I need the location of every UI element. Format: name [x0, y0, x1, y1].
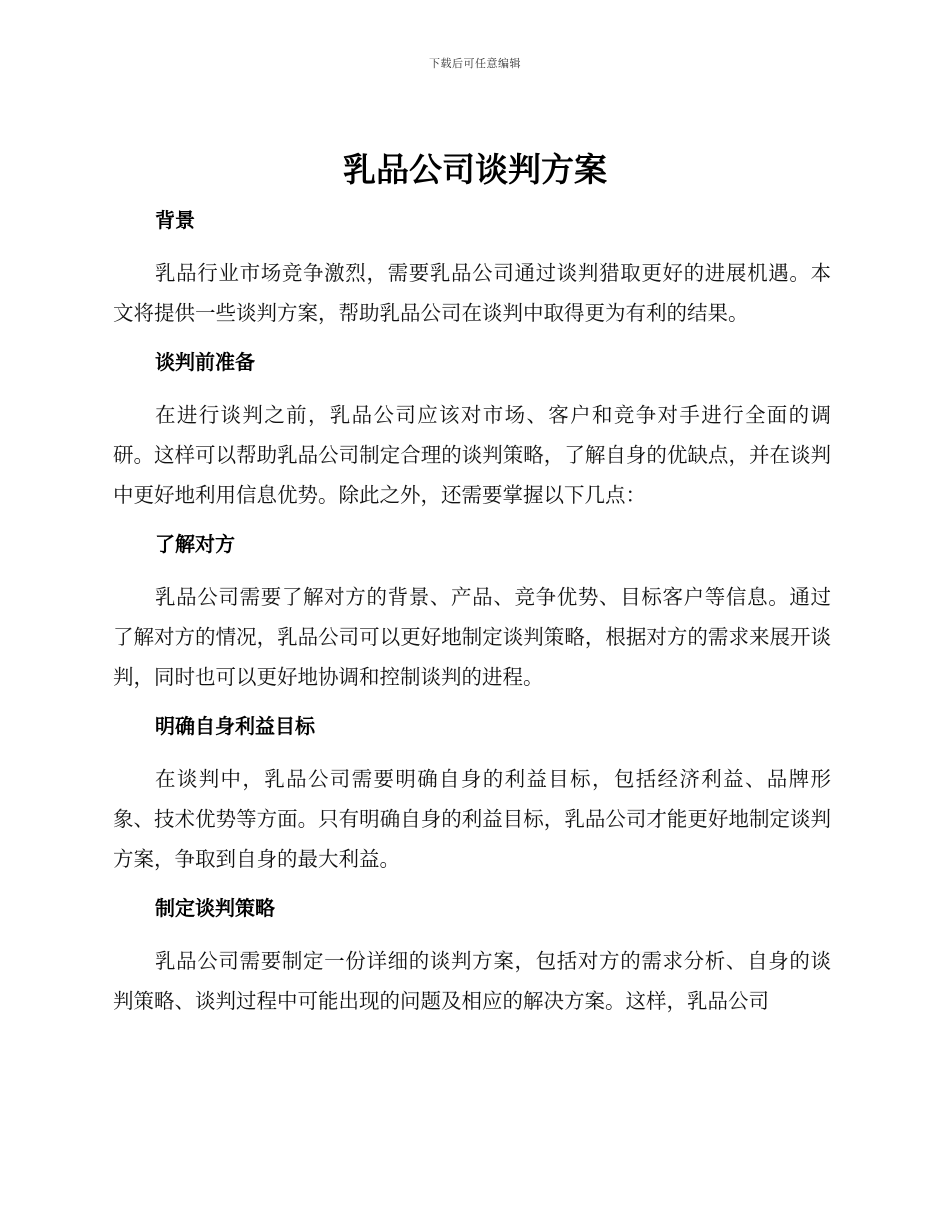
- section-paragraph-preparation: 在进行谈判之前，乳品公司应该对市场、客户和竞争对手进行全面的调研。这样可以帮助乳品公司制定合理的谈判策略，了解自身的优缺点，并在谈判中更好地利用信息优势。除此之外，还需要掌握以下几点：: [113, 403, 831, 507]
- section-heading-strategy: 制定谈判策略: [155, 896, 275, 920]
- section-paragraph-know-counterpart: 乳品公司需要了解对方的背景、产品、竞争优势、目标客户等信息。通过了解对方的情况，乳品公司可以更好地制定谈判策略，根据对方的需求来展开谈判，同时也可以更好地协调和控制谈判的进程。: [113, 585, 831, 689]
- section-heading-know-counterpart: 了解对方: [155, 532, 235, 556]
- document-title: 乳品公司谈判方案: [343, 150, 607, 189]
- document-body: [113, 201, 831, 1031]
- section-paragraph-interest-goals: 在谈判中，乳品公司需要明确自身的利益目标，包括经济利益、品牌形象、技术优势等方面。只有明确自身的利益目标，乳品公司才能更好地制定谈判方案，争取到自身的最大利益。: [113, 767, 831, 871]
- section-heading-background: 背景: [155, 208, 195, 232]
- section-heading-interest-goals: 明确自身利益目标: [155, 714, 315, 738]
- section-heading-preparation: 谈判前准备: [155, 350, 255, 374]
- section-paragraph-background: 乳品行业市场竞争激烈，需要乳品公司通过谈判猎取更好的进展机遇。本文将提供一些谈判方案，帮助乳品公司在谈判中取得更为有利的结果。: [113, 261, 831, 325]
- header-note: 下载后可任意编辑: [429, 57, 521, 70]
- section-paragraph-strategy: 乳品公司需要制定一份详细的谈判方案，包括对方的需求分析、自身的谈判策略、谈判过程中可能出现的问题及相应的解决方案。这样，乳品公司: [113, 949, 831, 1013]
